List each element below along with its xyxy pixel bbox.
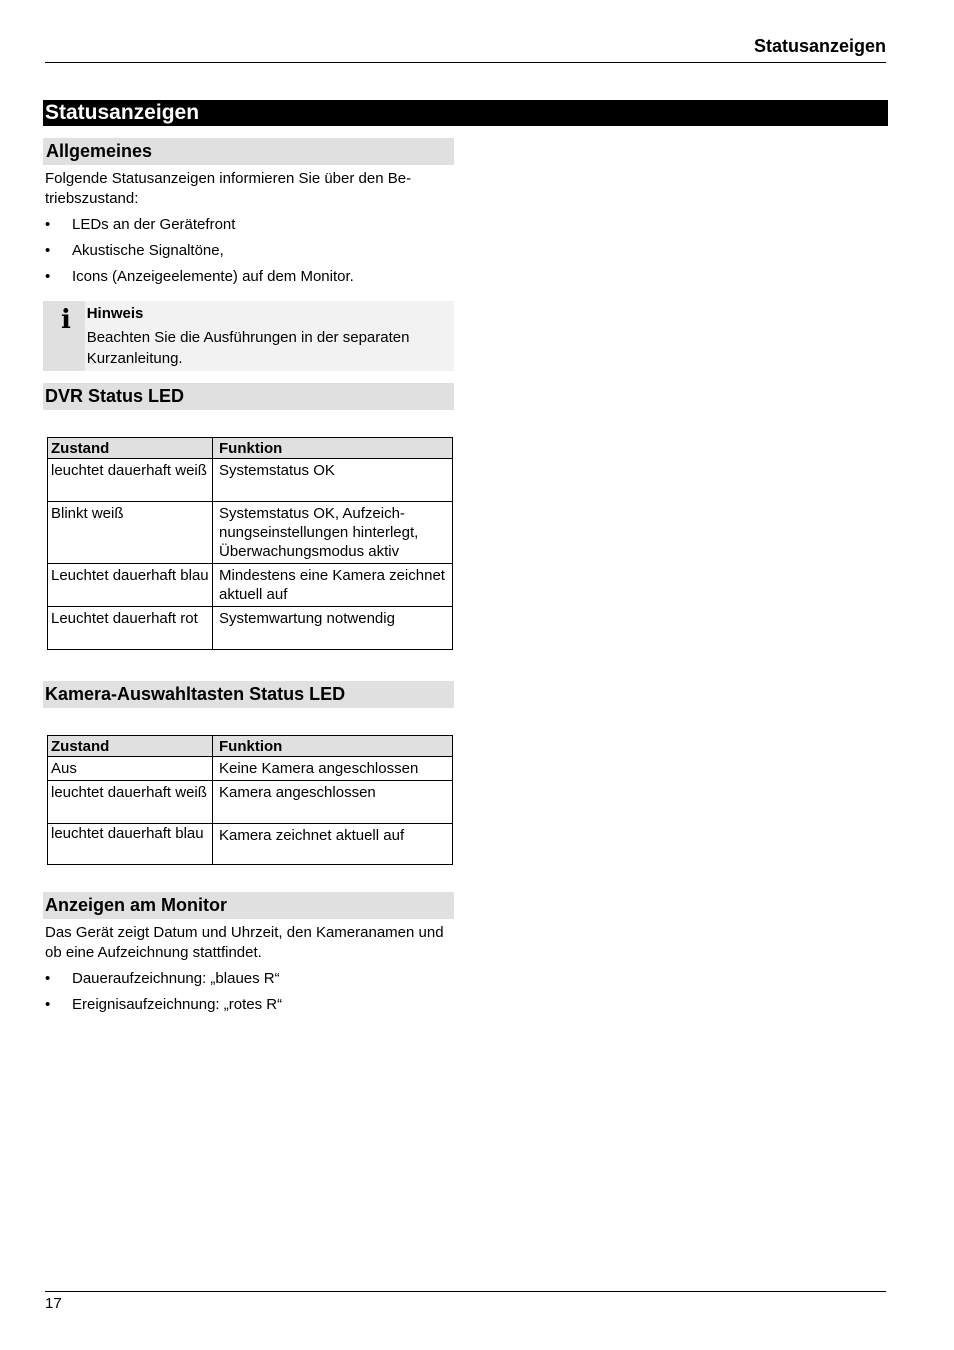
camera-status-table — [47, 735, 453, 865]
table-header-row — [48, 438, 453, 459]
cell-state: leuchtet dauerhaft blau — [48, 824, 213, 865]
running-title: Statusanzeigen — [753, 36, 886, 56]
dvr-status-table — [47, 437, 453, 650]
cell-function: Systemstatus OK — [213, 459, 453, 502]
note-text: Beachten Sie die Ausführungen in der separaten Kurzanleitung. — [86, 329, 410, 367]
note-box — [43, 301, 454, 371]
running-header — [45, 36, 886, 63]
page-number: 17 — [45, 1295, 62, 1312]
list-item: • LEDs an der Gerätefront — [43, 215, 454, 235]
table-row — [48, 502, 453, 564]
cell-state: Blinkt weiß — [48, 502, 213, 564]
cell-function: Systemstatus OK, Aufzeich-nungseinstellungen hinterlegt, Überwachungsmodus aktiv — [213, 502, 453, 564]
table-row — [48, 781, 453, 824]
chapter-title: Statusanzeigen — [43, 100, 888, 126]
list-item: • Daueraufzeichnung: „blaues R“ — [43, 969, 454, 989]
monitor-bullet-list — [43, 969, 454, 1015]
cell-function: Kamera angeschlossen — [213, 781, 453, 824]
column-header-function: Funktion — [213, 438, 453, 459]
note-title: Hinweis — [86, 305, 144, 322]
list-item: • Icons (Anzeigeelemente) auf dem Monitor. — [43, 267, 454, 287]
info-icon: i — [61, 305, 71, 335]
cell-state: Leuchtet dauerhaft rot — [48, 607, 213, 650]
table-row — [48, 564, 453, 607]
section-heading-camera: Kamera-Auswahltasten Status LED — [43, 681, 454, 708]
monitor-intro: Das Gerät zeigt Datum und Uhrzeit, den Kameranamen und ob eine Aufzeichnung stattfindet. — [45, 924, 444, 961]
cell-state: leuchtet dauerhaft weiß — [48, 781, 213, 824]
page-footer — [45, 1291, 886, 1312]
cell-state: Leuchtet dauerhaft blau — [48, 564, 213, 607]
list-item: • Akustische Signaltöne, — [43, 241, 454, 261]
general-bullet-list — [43, 215, 454, 287]
column-header-function: Funktion — [213, 736, 453, 757]
note-body — [85, 301, 454, 371]
cell-state: Aus — [48, 757, 213, 781]
cell-function: Kamera zeichnet aktuell auf — [213, 824, 453, 865]
cell-state: leuchtet dauerhaft weiß — [48, 459, 213, 502]
note-icon-cell — [43, 301, 85, 371]
column-header-state: Zustand — [48, 736, 213, 757]
table-row — [48, 459, 453, 502]
section-heading-monitor: Anzeigen am Monitor — [43, 892, 454, 919]
general-intro: Folgende Statusanzeigen informieren Sie über den Be-triebszustand: — [45, 170, 412, 207]
table-row — [48, 607, 453, 650]
table-header-row — [48, 736, 453, 757]
section-heading-dvr: DVR Status LED — [43, 383, 454, 410]
content-column — [43, 138, 454, 1021]
cell-function: Mindestens eine Kamera zeichnet aktuell auf — [213, 564, 453, 607]
table-row — [48, 824, 453, 865]
column-header-state: Zustand — [48, 438, 213, 459]
cell-function: Keine Kamera angeschlossen — [213, 757, 453, 781]
list-item: • Ereignisaufzeichnung: „rotes R“ — [43, 995, 454, 1015]
section-heading-general: Allgemeines — [43, 138, 454, 165]
cell-function: Systemwartung notwendig — [213, 607, 453, 650]
table-row — [48, 757, 453, 781]
